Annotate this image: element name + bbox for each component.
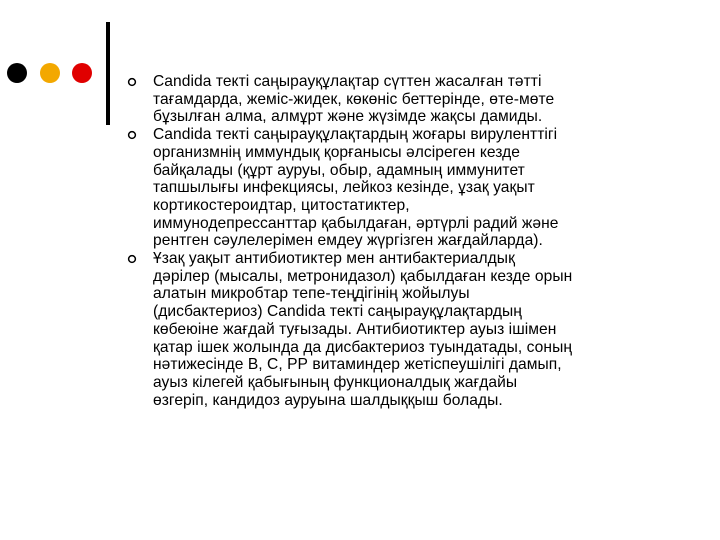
- text-line: (дисбактериоз) Candida текті саңырауқұлақтардың: [153, 303, 522, 321]
- text-line: кортикостероидтар, цитостатиктер,: [153, 196, 410, 214]
- orange-dot-icon: [40, 63, 60, 83]
- vertical-divider: [106, 22, 110, 125]
- red-dot-icon: [72, 63, 92, 83]
- text-line: организмнің иммундық қорғанысы әлсіреген кезде: [153, 143, 521, 161]
- text-line: Ұзақ уақыт антибиотиктер мен антибактериалдық: [153, 250, 515, 268]
- bullet-item-3: [125, 250, 685, 409]
- text-line: Candida текті саңырауқұлақтар сүттен жасалған тәтті: [153, 73, 542, 90]
- text-line: алатын микробтар тепе-теңдігінің жойылуы: [153, 285, 470, 303]
- text-line: дәрілер (мысалы, метронидазол) қабылдаған кезде орын: [153, 267, 573, 285]
- text-line: өзгеріп, кандидоз ауруына шалдыққыш болады.: [153, 391, 503, 409]
- text-line: рентген сәулелерімен емдеу жүргізген жағдайларда).: [153, 232, 543, 250]
- text-line: тапшылығы инфекциясы, лейкоз кезінде, ұзақ уақыт: [153, 179, 535, 197]
- ring-bullet-icon: [125, 75, 139, 89]
- ring-bullet-icon: [125, 128, 139, 142]
- bullet-item-1: [125, 73, 685, 126]
- black-dot-icon: [7, 63, 27, 83]
- text-line: бұзылған алма, алмұрт және жүзімде жақсы дамиды.: [153, 108, 543, 126]
- bullet-list: [125, 73, 685, 409]
- ring-bullet-icon: [125, 252, 139, 266]
- text-line: иммунодепрессанттар қабылдаған, әртүрлі радий және: [153, 214, 559, 232]
- text-line: қатар ішек жолында да дисбактериоз туындатады, соның: [153, 338, 572, 356]
- bullet-text-2: [153, 126, 685, 250]
- text-line: байқалады (құрт ауруы, обыр, адамның иммунитет: [153, 161, 525, 179]
- text-line: Candida текті саңырауқұлақтардың жоғары вируленттігі: [153, 126, 558, 144]
- text-line: ауыз кілегей қабығының функционалдық жағдайы: [153, 373, 518, 391]
- text-line: көбеюіне жағдай туғызады. Антибиотиктер ауыз ішімен: [153, 320, 557, 338]
- bullet-text-3: [153, 250, 685, 409]
- text-line: нәтижесінде В, С, РР витаминдер жетіспеушілігі дамып,: [153, 356, 562, 374]
- decorative-dots: [7, 63, 97, 85]
- text-line: тағамдарда, жеміс-жидек, көкөніс беттерінде, өте-мөте: [153, 90, 555, 108]
- bullet-text-1: [153, 73, 685, 126]
- bullet-item-2: [125, 126, 685, 250]
